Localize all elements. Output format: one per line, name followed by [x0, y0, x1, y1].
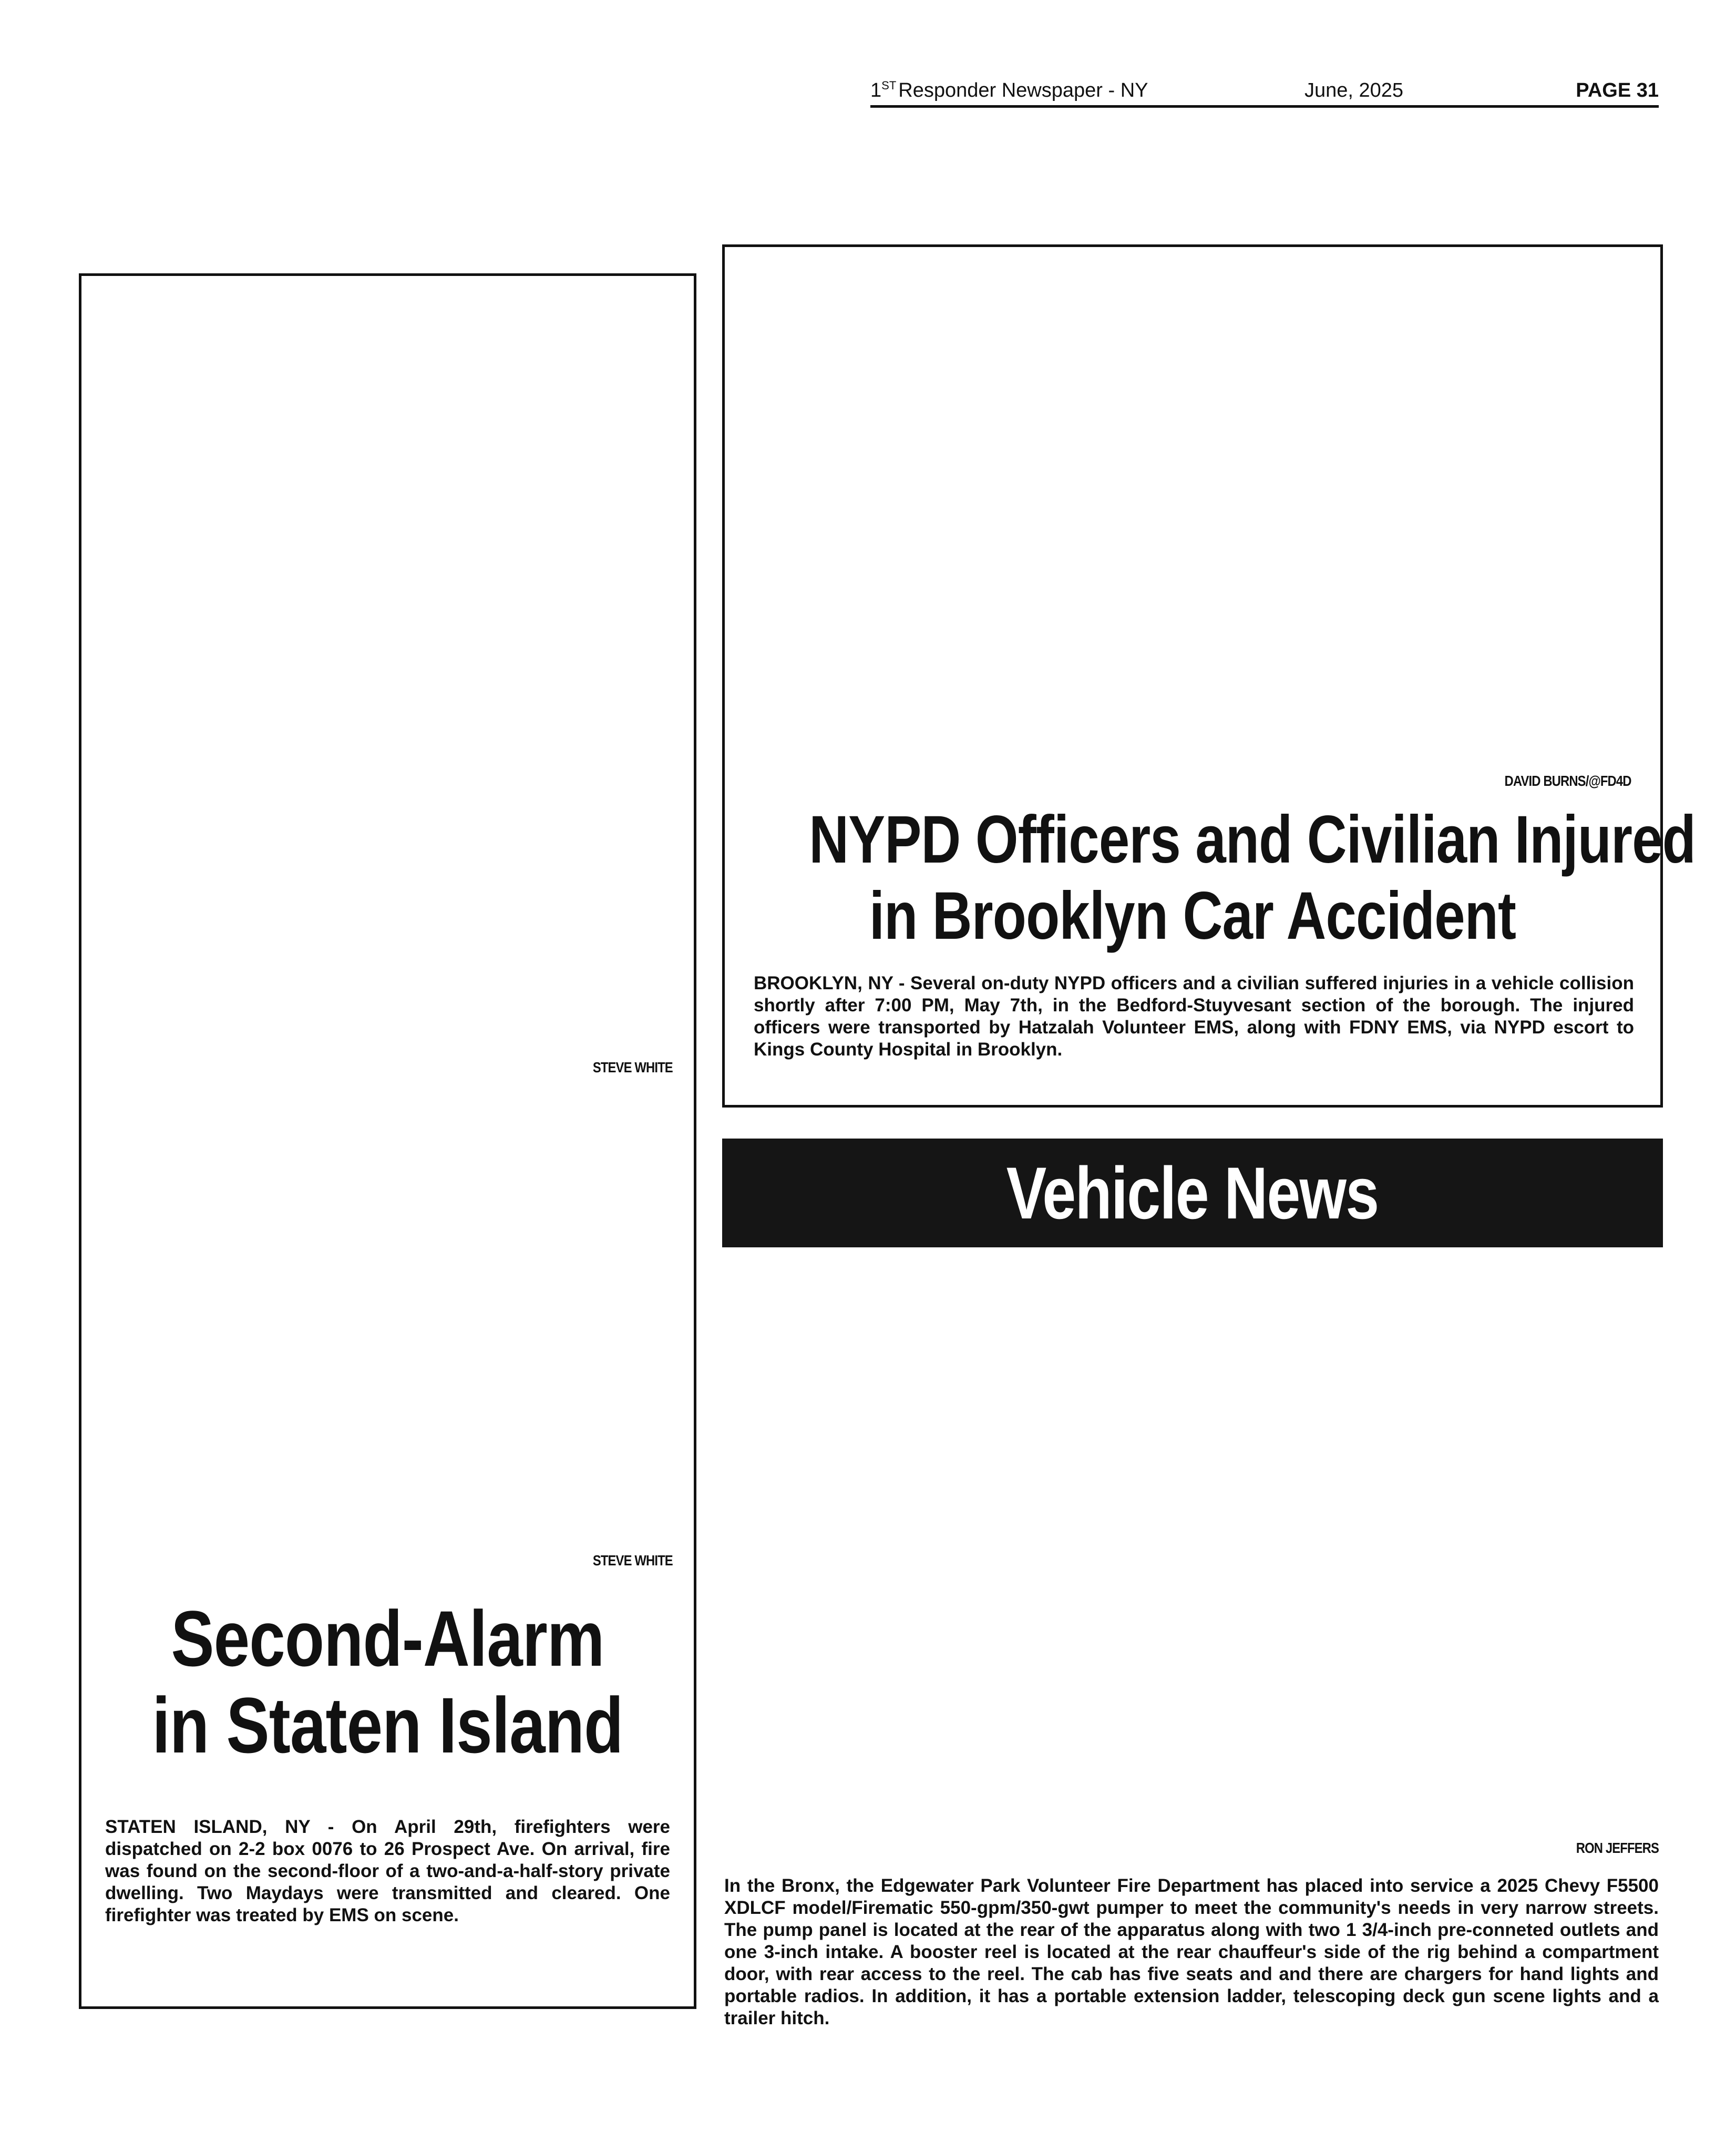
headline-line-2: in Brooklyn Car Accident: [869, 878, 1516, 954]
nypd-story-box: [722, 244, 1696, 1108]
headline-line-1: Second-Alarm: [171, 1594, 604, 1683]
publication-name: 1ST Responder Newspaper - NY: [870, 79, 1148, 101]
issue-date: June, 2025: [1304, 79, 1404, 101]
staten-island-headline: [81, 1595, 694, 1769]
vehicle-news-banner: [722, 1139, 1663, 1247]
page-header: [870, 74, 1659, 108]
nypd-body: BROOKLYN, NY - Several on-duty NYPD officers and a civilian suffered injuries in a vehicle collision shortly after 7:00 PM, May 7th, in the Bedford-Stuyvesant section of the borough. The injured officers were transported by Hatzalah Volunteer EMS, along with FDNY EMS, via NYPD escort to Kings County Hospital in Brooklyn.: [754, 973, 1634, 1060]
fire-photo-2: [92, 1096, 683, 1559]
photo-credit-nypd: DAVID BURNS/@FD4D: [1504, 773, 1631, 789]
photo-credit-2: STEVE WHITE: [593, 1552, 673, 1569]
headline-line-2: in Staten Island: [152, 1681, 623, 1769]
vehicle-body: In the Bronx, the Edgewater Park Volunteer Fire Department has placed into service a 2025 Chevy F5500 XDLCF model/Firematic 550-gpm/350-gwt pumper to meet the community's needs in very narrow streets. The pump panel is located at the rear of the apparatus along with two 1 3/4-inch pre-conneted outlets and one 3-inch intake. A booster reel is located at the rear chauffeur's side of the rig behind a compartment door, with rear access to the reel. The cab has five seats and and there are chargers for hand lights and portable radios. In addition, it has a portable extension ladder, telescoping deck gun scene lights and a trailer hitch.: [724, 1875, 1659, 2028]
fire-photo-1: [92, 286, 683, 1067]
staten-island-body: STATEN ISLAND, NY - On April 29th, firefighters were dispatched on 2-2 box 0076 to 26 Prospect Ave. On arrival, fire was found on the second-floor of a two-and-a-half-story private dwelling. Two Maydays were transmitted and cleared. One firefighter was treated by EMS on scene.: [105, 1817, 670, 1925]
page-number: PAGE 31: [1576, 79, 1659, 101]
headline-line-1: NYPD Officers and Civilian Injured: [809, 802, 1696, 877]
photo-credit-1: STEVE WHITE: [593, 1059, 673, 1075]
section-title: Vehicle News: [1006, 1151, 1379, 1234]
nypd-headline: [725, 802, 1696, 954]
pumper-photo: [722, 1272, 1663, 1829]
photo-credit-vehicle: RON JEFFERS: [1576, 1840, 1659, 1856]
staten-island-story-box: [79, 273, 696, 2009]
